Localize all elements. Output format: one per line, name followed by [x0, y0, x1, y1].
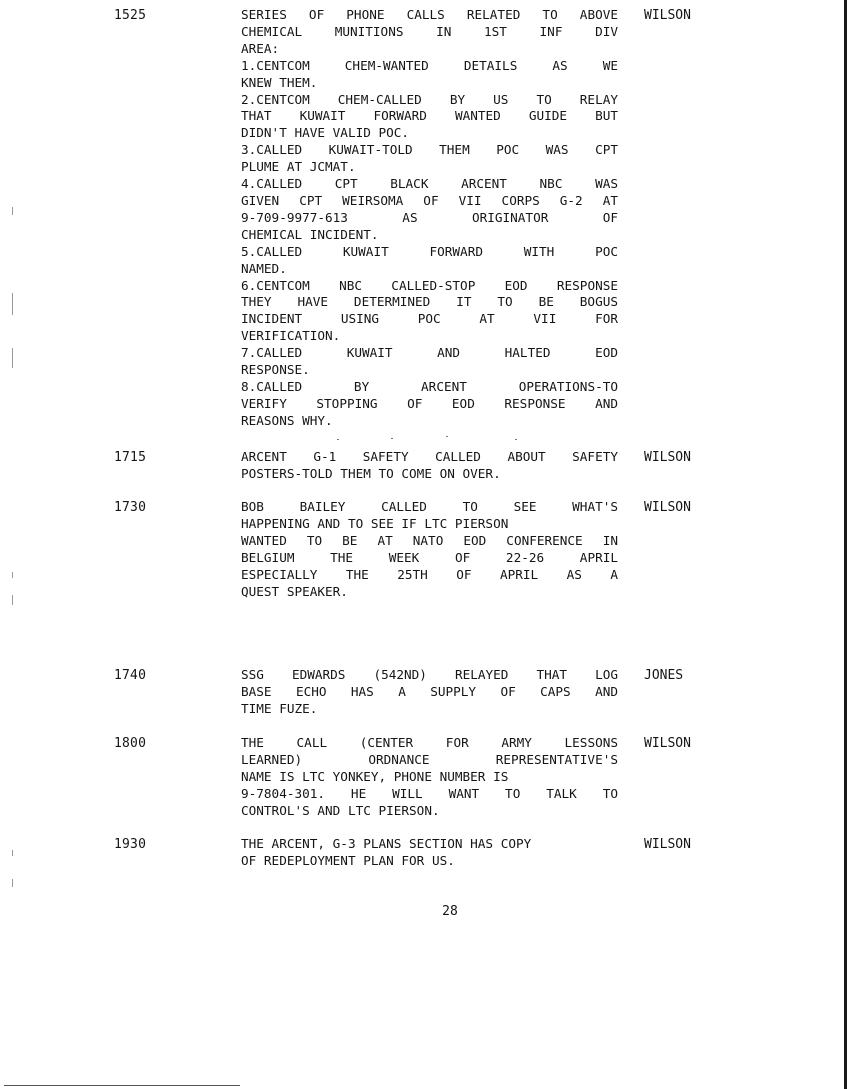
entry-text: [241, 667, 621, 718]
entry-officer: WILSON: [644, 500, 691, 515]
entry-line: PLUME AT JCMAT.: [241, 159, 356, 175]
entry-text: [241, 836, 621, 870]
scan-artifact-mark: [12, 207, 13, 215]
entry-line: 6.CENTCOM NBC CALLED-STOP EOD RESPONSE: [241, 277, 618, 293]
entry-line: LEARNED) ORDNANCE REPRESENTATIVE'S: [241, 751, 618, 767]
entry-line: ESPECIALLY THE 25TH OF APRIL AS A: [241, 566, 618, 582]
entry-line: THAT KUWAIT FORWARD WANTED GUIDE BUT: [241, 108, 618, 124]
scan-artifact-speck: [391, 438, 393, 439]
entry-line: QUEST SPEAKER.: [241, 583, 348, 599]
entry-line: CONTROL'S AND LTC PIERSON.: [241, 802, 440, 818]
scan-artifact-speck: [337, 439, 339, 440]
entry-line: THE CALL (CENTER FOR ARMY LESSONS: [241, 735, 618, 750]
entry-line: CHEMICAL INCIDENT.: [241, 226, 379, 242]
scan-artifact-mark: [12, 293, 13, 315]
entry-line: RESPONSE.: [241, 362, 310, 378]
entry-line: TIME FUZE.: [241, 700, 318, 716]
entry-line: GIVEN CPT WEIRSOMA OF VII CORPS G-2 AT: [241, 192, 618, 208]
scan-artifact-mark: [12, 595, 13, 605]
entry-line: BOB BAILEY CALLED TO SEE WHAT'S: [241, 499, 618, 514]
entry-line: 9-709-9977-613 AS ORIGINATOR OF: [241, 209, 618, 225]
entry-line: 8.CALLED BY ARCENT OPERATIONS-TO: [241, 378, 618, 394]
entry-line: REASONS WHY.: [241, 412, 333, 428]
scan-artifact-mark: [12, 850, 13, 856]
bottom-rule: [4, 1085, 240, 1086]
entry-officer: WILSON: [644, 736, 691, 751]
entry-line: DIDN'T HAVE VALID POC.: [241, 125, 410, 141]
entry-time: 1930: [114, 837, 147, 852]
entry-line: 4.CALLED CPT BLACK ARCENT NBC WAS: [241, 176, 618, 192]
entry-line: NAMED.: [241, 260, 287, 276]
scan-artifact-mark: [12, 572, 13, 578]
entry-text: [241, 7, 621, 430]
entry-line: 7.CALLED KUWAIT AND HALTED EOD: [241, 345, 618, 361]
entry-line: THE ARCENT, G-3 PLANS SECTION HAS COPY: [241, 836, 532, 851]
entry-text: [241, 449, 621, 483]
entry-time: 1800: [114, 736, 147, 751]
entry-line: 3.CALLED KUWAIT-TOLD THEM POC WAS CPT: [241, 142, 618, 158]
entry-line: HAPPENING AND TO SEE IF LTC PIERSON: [241, 515, 509, 531]
entry-line: BASE ECHO HAS A SUPPLY OF CAPS AND: [241, 683, 618, 699]
scan-artifact-mark: [12, 348, 13, 368]
scan-artifact-mark: [12, 879, 13, 887]
entry-line: VERIFICATION.: [241, 328, 341, 344]
page-number: 28: [442, 904, 458, 919]
entry-officer: JONES: [644, 668, 684, 683]
entry-time: 1740: [114, 668, 147, 683]
entry-text: [241, 735, 621, 820]
entry-officer: WILSON: [644, 450, 691, 465]
scan-edge: [844, 0, 847, 1089]
entry-line: OF REDEPLOYMENT PLAN FOR US.: [241, 852, 455, 868]
entry-line: 1.CENTCOM CHEM-WANTED DETAILS AS WE: [241, 57, 618, 73]
entry-line: 5.CALLED KUWAIT FORWARD WITH POC: [241, 243, 618, 259]
entry-line: THEY HAVE DETERMINED IT TO BE BOGUS: [241, 294, 618, 310]
scan-artifact-speck: [515, 439, 517, 440]
entry-officer: WILSON: [644, 8, 691, 23]
entry-line: POSTERS-TOLD THEM TO COME ON OVER.: [241, 465, 501, 481]
entry-line: VERIFY STOPPING OF EOD RESPONSE AND: [241, 395, 618, 411]
entry-line: KNEW THEM.: [241, 74, 318, 90]
entry-time: 1715: [114, 450, 147, 465]
entry-line: SSG EDWARDS (542ND) RELAYED THAT LOG: [241, 667, 618, 682]
entry-text: [241, 499, 621, 600]
scan-artifact-speck: [446, 436, 448, 437]
entry-line: BELGIUM THE WEEK OF 22-26 APRIL: [241, 549, 618, 565]
entry-line: WANTED TO BE AT NATO EOD CONFERENCE IN: [241, 532, 618, 548]
entry-line: SERIES OF PHONE CALLS RELATED TO ABOVE: [241, 7, 618, 22]
entry-line: ARCENT G-1 SAFETY CALLED ABOUT SAFETY: [241, 449, 618, 464]
entry-time: 1525: [114, 8, 147, 23]
entry-officer: WILSON: [644, 837, 691, 852]
entry-time: 1730: [114, 500, 147, 515]
entry-line: NAME IS LTC YONKEY, PHONE NUMBER IS: [241, 768, 509, 784]
entry-line: CHEMICAL MUNITIONS IN 1ST INF DIV: [241, 23, 618, 39]
entry-line: INCIDENT USING POC AT VII FOR: [241, 311, 618, 327]
entry-line: 2.CENTCOM CHEM-CALLED BY US TO RELAY: [241, 91, 618, 107]
entry-line: AREA:: [241, 40, 280, 56]
entry-line: 9-7804-301. HE WILL WANT TO TALK TO: [241, 785, 618, 801]
